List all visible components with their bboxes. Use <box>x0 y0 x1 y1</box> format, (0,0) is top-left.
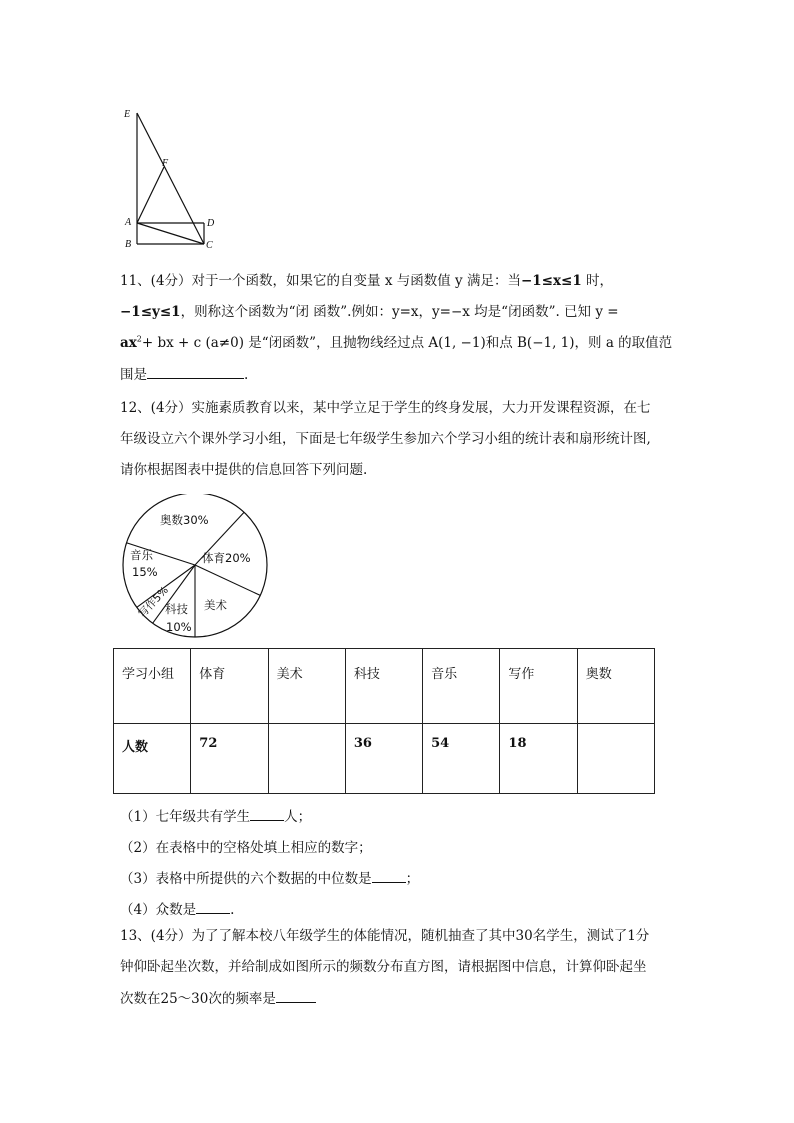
q11-line2: −1≤y≤1，则称这个函数为“闭 函数”.例如：y=x，y=−x 均是“闭函数”. 已知 y = <box>120 304 619 320</box>
pie-label-aoshu: 奥数30% <box>160 513 209 527</box>
q11-line1: 11、(4分）对于一个函数，如果它的自变量 x 与函数值 y 满足：当−1≤x≤1 时， <box>120 273 614 289</box>
point-label-e: E <box>124 109 131 120</box>
count-cell-aoshu[interactable] <box>577 723 654 793</box>
segment-ac <box>137 223 204 244</box>
count-cell-keji: 36 <box>345 723 422 793</box>
answer-blank-q12-4[interactable] <box>196 901 230 914</box>
point-label-c: C <box>206 240 213 251</box>
answer-blank-q13[interactable] <box>276 990 316 1003</box>
geometry-figure <box>115 105 215 255</box>
header-cell: 奥数 <box>577 649 654 724</box>
pie-label-keji-pct: 10% <box>166 620 192 634</box>
point-label-a: A <box>125 217 132 228</box>
pie-label-keji-name: 科技 <box>165 602 188 616</box>
header-cell: 音乐 <box>423 649 500 724</box>
count-cell-yinyue: 54 <box>423 723 500 793</box>
header-cell: 美术 <box>268 649 345 724</box>
q12-line2: 年级设立六个课外学习小组，下面是七年级学生参加六个学习小组的统计表和扇形统计图, <box>120 431 651 447</box>
point-label-d: D <box>207 218 215 229</box>
stats-count-row <box>114 723 655 793</box>
q13-line2: 钟仰卧起坐次数，并给制成如图所示的频数分布直方图，请根据图中信息，计算仰卧起坐 <box>120 959 647 975</box>
answer-blank-q12-1[interactable] <box>250 808 284 821</box>
pie-label-tiyu: 体育20% <box>202 551 251 565</box>
stats-table <box>113 648 655 794</box>
header-cell: 学习小组 <box>114 649 191 724</box>
segment-ec <box>137 113 204 244</box>
row-label-cell: 人数 <box>114 723 191 793</box>
pie-label-meishu: 美术 <box>204 598 227 612</box>
q12-sub4: （4）众数是 . <box>120 902 235 918</box>
q13-line3: 次数在25～30次的频率是 <box>120 990 316 1007</box>
header-cell: 体育 <box>191 649 268 724</box>
segment-af <box>137 167 164 223</box>
header-cell: 写作 <box>500 649 577 724</box>
q12-sub3: （3）表格中所提供的六个数据的中位数是 ； <box>120 871 420 887</box>
pie-label-yinyue-name: 音乐 <box>130 548 153 562</box>
pie-chart <box>118 494 274 644</box>
point-label-f: F <box>162 158 169 169</box>
pie-divider-tiyu-meishu <box>195 565 260 595</box>
q12-sub2: （2）在表格中的空格处填上相应的数字； <box>120 840 372 856</box>
q12-line3: 请你根据图表中提供的信息回答下列问题. <box>120 462 368 478</box>
stats-header-row <box>114 649 655 724</box>
pie-label-xiezuo: 写作5% <box>136 584 171 621</box>
q12-sub1: （1）七年级共有学生 人； <box>120 809 312 825</box>
count-cell-tiyu: 72 <box>191 723 268 793</box>
answer-blank-q11[interactable] <box>147 366 244 379</box>
q12-line1: 12、(4分）实施素质教育以来，某中学立足于学生的终身发展，大力开发课程资源，在七 <box>120 400 651 416</box>
pie-label-yinyue-pct: 15% <box>132 565 158 579</box>
q11-line3: $ax^2+$ bx + c (a≠0) 是“闭函数”，且抛物线经过点 A(1, −1)和点 B(−1, 1)，则 a 的取值范 <box>120 334 673 351</box>
count-cell-meishu[interactable] <box>268 723 345 793</box>
count-cell-xiezuo: 18 <box>500 723 577 793</box>
q11-line4: 围是 . <box>120 367 249 383</box>
q13-line1: 13、(4分）为了了解本校八年级学生的体能情况，随机抽查了其中30名学生，测试了1分 <box>120 928 650 944</box>
answer-blank-q12-3[interactable] <box>372 870 406 883</box>
point-label-b: B <box>125 239 132 250</box>
header-cell: 科技 <box>345 649 422 724</box>
